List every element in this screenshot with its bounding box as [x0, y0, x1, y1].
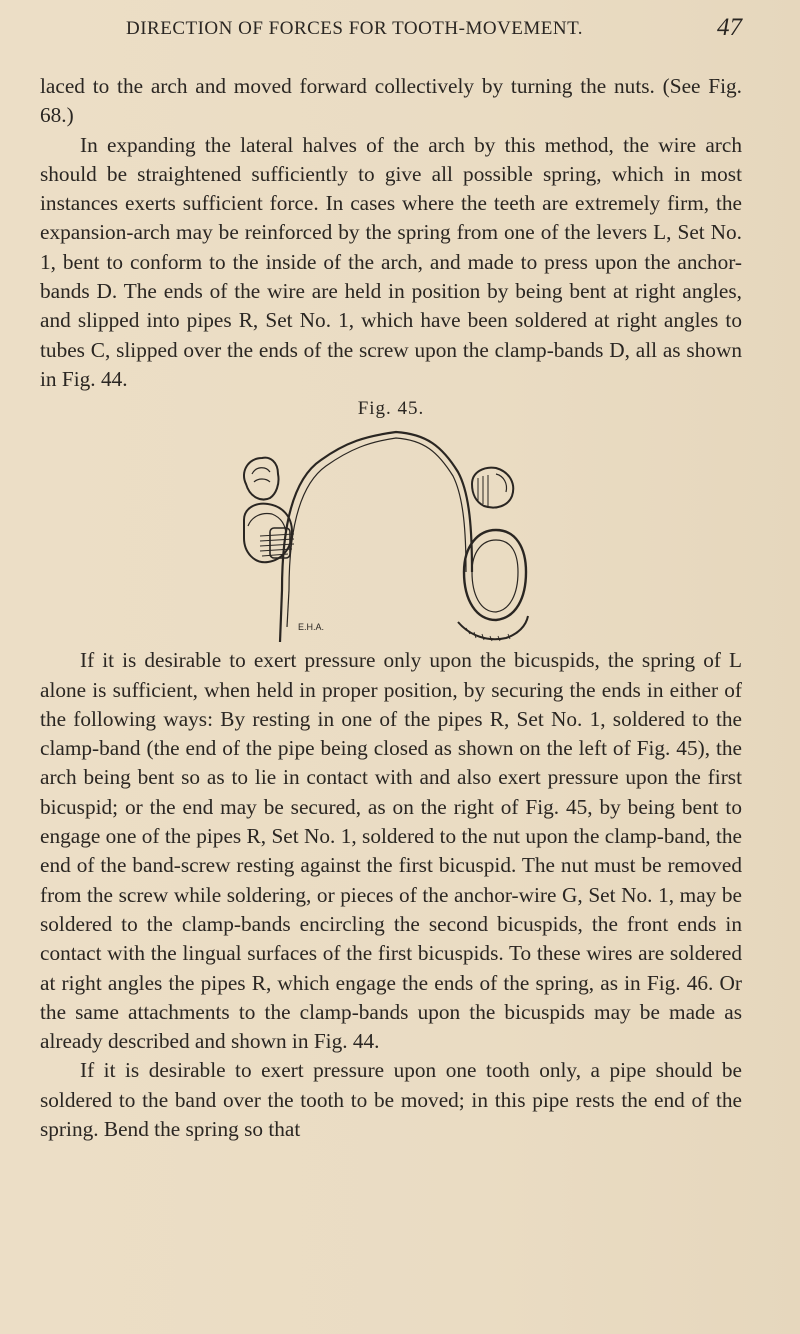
artist-initials: E.H.A.	[298, 622, 325, 633]
page-number: 47	[717, 14, 742, 41]
figure-caption: Fig. 45.	[357, 398, 425, 420]
running-head	[40, 0, 742, 54]
paragraph-4: If it is desirable to exert pressure upon one tooth only, a pipe should be soldered to the band over the tooth to be moved; in this pipe rests the end of the spring. Bend the spring so that	[40, 1058, 742, 1142]
spring-arch-illustration	[226, 422, 556, 646]
figure-45	[40, 396, 742, 646]
right-bicuspid	[458, 468, 528, 641]
body-text	[40, 72, 742, 1144]
left-bicuspid	[244, 458, 294, 563]
paragraph-1: laced to the arch and moved forward collectively by turning the nuts. (See Fig. 68.)	[40, 74, 742, 128]
paragraph-2: In expanding the lateral halves of the arch by this method, the wire arch should be straightened sufficiently to give all possible spring, which in most instances exerts sufficient force. In cases where the teeth are extremely firm, the expansion-arch may be reinforced by the spring from one of the levers L, Set No. 1, bent to conform to the inside of the arch, and made to press upon the anchor-bands D. The ends of the wire are held in position by being bent at right angles, and slipped into pipes R, Set No. 1, which have been soldered at right angles to tubes C, slipped over the ends of the screw upon the clamp-bands D, all as shown in Fig. 44.	[40, 132, 742, 391]
paragraph-3: If it is desirable to exert pressure only upon the bicuspids, the spring of L alone is sufficient, when held in proper position, by securing the ends in either of the following ways: By resting in one of the pipes R, Set No. 1, soldered to the clamp-band (the end of the pipe being closed as shown on the left of Fig. 45), the arch being bent so as to lie in contact with and also exert pressure upon the first bicuspid; or the end may be secured, as on the right of Fig. 45, by being bent to engage one of the pipes R, Set No. 1, soldered to the nut upon the clamp-band, the end of the band-screw resting against the first bicuspid. The nut must be removed from the screw while soldering, or pieces of the anchor-wire G, Set No. 1, may be soldered to the clamp-bands encircling the second bicuspids, the front ends in contact with the lingual surfaces of the first bicuspids. To these wires are soldered at right angles the pipes R, which engage the ends of the spring, as in Fig. 46. Or the same attachments to the clamp-bands upon the bicuspids may be made as already described and shown in Fig. 44.	[40, 648, 742, 1054]
running-title: DIRECTION OF FORCES FOR TOOTH-MOVEMENT.	[126, 18, 584, 39]
